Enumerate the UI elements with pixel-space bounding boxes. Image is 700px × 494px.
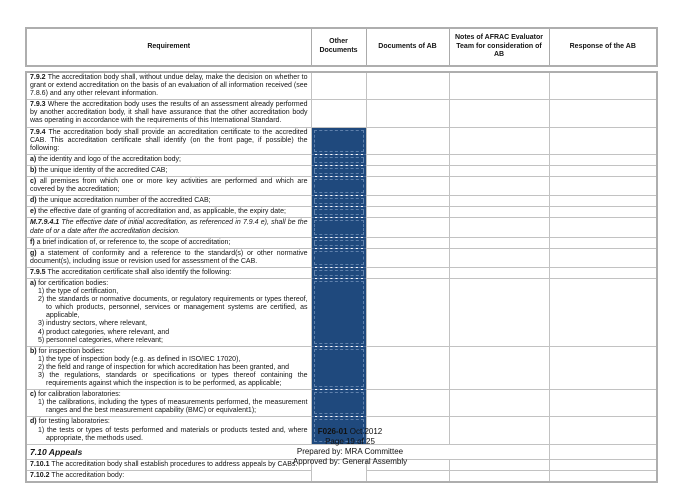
other-documents-cell[interactable]: [311, 196, 366, 207]
response-cell[interactable]: [549, 248, 657, 267]
other-documents-cell[interactable]: [311, 237, 366, 248]
table-row: [26, 248, 657, 267]
requirement-cell: [26, 165, 311, 176]
requirement-cell: [26, 346, 311, 389]
page-footer: [0, 427, 700, 467]
table-row: [26, 278, 657, 346]
requirement-cell: [26, 207, 311, 218]
notes-cell[interactable]: [449, 237, 549, 248]
filled-field-highlight: [314, 270, 364, 276]
requirement-text-line: 1) the calibrations, including the types of measurements performed, the measurement ranges and the best measurement capability (BMC) or equivalent1);: [38, 399, 308, 415]
requirement-cell: [26, 390, 311, 417]
table-row: [26, 207, 657, 218]
requirement-text-line: e) the effective date of granting of accreditation and, as applicable, the expiry date;: [30, 208, 286, 216]
requirement-text-line: 7.9.2 The accreditation body shall, without undue delay, make the decision on whether to grant or extend accreditation on the basis of an evaluation of all information received (see 7.8.6) and any other relevant information.: [30, 74, 308, 98]
requirement-text-line: d) the unique accreditation number of the accredited CAB;: [30, 197, 211, 205]
table-row: [26, 390, 657, 417]
requirement-cell: [26, 237, 311, 248]
response-cell[interactable]: [549, 72, 657, 100]
documents-of-ab-cell[interactable]: [366, 237, 449, 248]
notes-cell[interactable]: [449, 207, 549, 218]
column-header-other-documents: Other Documents: [311, 28, 366, 66]
notes-cell[interactable]: [449, 154, 549, 165]
body-rows: [26, 72, 657, 482]
requirement-text-line: b) the unique identity of the accredited CAB;: [30, 166, 168, 174]
documents-of-ab-cell[interactable]: [366, 177, 449, 196]
other-documents-cell[interactable]: [311, 390, 366, 417]
other-documents-cell[interactable]: [311, 72, 366, 100]
requirement-text-line: 7.9.5 The accreditation certificate shall also identify the following:: [30, 268, 232, 276]
documents-of-ab-cell[interactable]: [366, 470, 449, 482]
other-documents-cell[interactable]: [311, 267, 366, 278]
requirement-cell: [26, 72, 311, 100]
footer-page-number: Page 19 of 25: [325, 437, 375, 446]
filled-field-highlight: [314, 251, 364, 265]
header-row: [26, 28, 657, 66]
requirement-text-line: 1) the type of certification,: [38, 288, 119, 296]
table-row: [26, 165, 657, 176]
requirement-text-line: 1) the tests or types of tests performed and materials or products tested and, where appropriate, the methods used.: [38, 426, 308, 442]
filled-field-highlight: [314, 209, 364, 215]
table-header: [25, 27, 658, 67]
filled-field-highlight: [314, 179, 364, 193]
requirement-text-line: 1) the type of inspection body (e.g. as defined in ISO/IEC 17020),: [38, 355, 241, 363]
requirement-cell: [26, 154, 311, 165]
column-header-requirement: Requirement: [26, 28, 311, 66]
requirement-text-line: M.7.9.4.1 The effective date of initial accreditation, as referenced in 7.9.4 e), shall be the date of or a date after the accreditation decision.: [30, 219, 308, 235]
response-cell[interactable]: [549, 278, 657, 346]
table-row: [26, 218, 657, 237]
requirement-text-line: 2) the field and range of inspection for which accreditation has been granted, and: [38, 363, 289, 371]
filled-field-highlight: [314, 198, 364, 204]
notes-cell[interactable]: [449, 196, 549, 207]
documents-of-ab-cell[interactable]: [366, 196, 449, 207]
notes-cell[interactable]: [449, 470, 549, 482]
documents-of-ab-cell[interactable]: [366, 390, 449, 417]
requirement-cell: [26, 278, 311, 346]
requirement-text-line: 7.10.1 The accreditation body shall establish procedures to address appeals by CABs.: [30, 460, 298, 468]
footer-doc-date: Oct 2012: [347, 427, 383, 436]
requirement-text-line: 7.10 Appeals: [30, 446, 83, 457]
other-documents-cell[interactable]: [311, 278, 366, 346]
requirement-text-line: a) for certification bodies:: [30, 279, 109, 287]
response-cell[interactable]: [549, 154, 657, 165]
response-cell[interactable]: [549, 237, 657, 248]
filled-field-highlight: [314, 220, 364, 234]
table-row: [26, 154, 657, 165]
notes-cell[interactable]: [449, 100, 549, 127]
other-documents-cell[interactable]: [311, 218, 366, 237]
filled-field-highlight: [314, 281, 364, 344]
table-row: [26, 177, 657, 196]
filled-field-highlight: [314, 157, 364, 163]
filled-field-highlight: [314, 130, 364, 152]
table-row: [26, 346, 657, 389]
response-cell[interactable]: [549, 218, 657, 237]
other-documents-cell[interactable]: [311, 207, 366, 218]
requirement-cell: [26, 177, 311, 196]
requirement-text-line: d) for testing laboratories:: [30, 418, 110, 426]
table-row: [26, 196, 657, 207]
requirement-text-line: 7.9.4 The accreditation body shall provide an accreditation certificate to the accredited CAB. This accreditation certificate shall identify (on the front page, if possible) the following:: [30, 128, 308, 152]
documents-of-ab-cell[interactable]: [366, 218, 449, 237]
notes-cell[interactable]: [449, 127, 549, 154]
other-documents-cell[interactable]: [311, 346, 366, 389]
table-row: [26, 267, 657, 278]
requirement-cell: [26, 470, 311, 482]
requirement-text-line: c) for calibration laboratories:: [30, 391, 121, 399]
response-cell[interactable]: [549, 165, 657, 176]
requirement-cell: [26, 267, 311, 278]
notes-cell[interactable]: [449, 177, 549, 196]
documents-of-ab-cell[interactable]: [366, 72, 449, 100]
requirement-cell: [26, 127, 311, 154]
notes-cell[interactable]: [449, 72, 549, 100]
table-row: [26, 237, 657, 248]
requirement-text-line: 4) product categories, where relevant, and: [38, 328, 170, 336]
requirement-text-line: 2) the standards or normative documents, or regulatory requirements or types thereof, to which products, personnel, services or management systems are certified, as applicable,: [38, 296, 308, 320]
footer-doc-id: [0, 427, 700, 437]
column-header-documents-of-ab: Documents of AB: [366, 28, 449, 66]
requirement-cell: [26, 100, 311, 127]
notes-cell[interactable]: [449, 165, 549, 176]
accreditation-checklist-table: [25, 27, 657, 483]
response-cell[interactable]: [549, 470, 657, 482]
requirement-cell: [26, 248, 311, 267]
requirement-text-line: c) all premises from which one or more key activities are performed and which are covered by the accreditation;: [30, 178, 308, 194]
documents-of-ab-cell[interactable]: [366, 267, 449, 278]
documents-of-ab-cell[interactable]: [366, 248, 449, 267]
requirement-text-line: 3) the regulations, standards or specifications or types thereof containing the requirements against which the inspection is to be performed, as applicable;: [38, 372, 308, 388]
table-row: [26, 127, 657, 154]
notes-cell[interactable]: [449, 267, 549, 278]
notes-cell[interactable]: [449, 278, 549, 346]
footer-doc-code: F026-01: [317, 427, 348, 436]
notes-cell[interactable]: [449, 248, 549, 267]
other-documents-cell[interactable]: [311, 165, 366, 176]
table-body: [25, 71, 658, 483]
response-cell[interactable]: [549, 390, 657, 417]
response-cell[interactable]: [549, 207, 657, 218]
requirement-text-line: 3) industry sectors, where relevant,: [38, 320, 147, 328]
notes-cell[interactable]: [449, 346, 549, 389]
requirement-text-line: f) a brief indication of, or reference to, the scope of accreditation;: [30, 238, 231, 246]
response-cell[interactable]: [549, 177, 657, 196]
response-cell[interactable]: [549, 267, 657, 278]
filled-field-highlight: [314, 168, 364, 174]
filled-field-highlight: [314, 240, 364, 246]
column-header-notes-of-afrac: Notes of AFRAC Evaluator Team for consideration of AB: [449, 28, 549, 66]
other-documents-cell[interactable]: [311, 177, 366, 196]
requirement-text-line: g) a statement of conformity and a reference to the standard(s) or other normative document(s), including issue or revision used for assessment of the CAB.: [30, 249, 308, 265]
response-cell[interactable]: [549, 100, 657, 127]
requirement-cell: [26, 218, 311, 237]
requirement-text-line: a) the identity and logo of the accreditation body;: [30, 155, 181, 163]
requirement-cell: [26, 196, 311, 207]
requirement-text-line: 7.9.3 Where the accreditation body uses the results of an assessment already performed by another accreditation body, it shall have assurance that the other accreditation body was operating in accordance with the requirements of this International Standard.: [30, 101, 308, 125]
footer-prepared-by: Prepared by: MRA Committee: [296, 447, 404, 456]
documents-of-ab-cell[interactable]: [366, 207, 449, 218]
requirement-text-line: 7.10.2 The accreditation body:: [30, 471, 125, 479]
table-row: [26, 72, 657, 100]
filled-field-highlight: [314, 392, 364, 414]
other-documents-cell[interactable]: [311, 100, 366, 127]
documents-of-ab-cell[interactable]: [366, 100, 449, 127]
notes-cell[interactable]: [449, 390, 549, 417]
documents-of-ab-cell[interactable]: [366, 346, 449, 389]
other-documents-cell[interactable]: [311, 127, 366, 154]
column-header-response-of-ab: Response of the AB: [549, 28, 657, 66]
filled-field-highlight: [314, 349, 364, 387]
table-row: [26, 100, 657, 127]
requirement-text-line: 5) personnel categories, where relevant;: [38, 336, 163, 344]
documents-of-ab-cell[interactable]: [366, 165, 449, 176]
footer-approved-by: Approved by: General Assembly: [292, 457, 408, 466]
documents-of-ab-cell[interactable]: [366, 278, 449, 346]
other-documents-cell[interactable]: [311, 154, 366, 165]
notes-cell[interactable]: [449, 218, 549, 237]
response-cell[interactable]: [549, 127, 657, 154]
documents-of-ab-cell[interactable]: [366, 154, 449, 165]
other-documents-cell[interactable]: [311, 248, 366, 267]
response-cell[interactable]: [549, 196, 657, 207]
response-cell[interactable]: [549, 346, 657, 389]
documents-of-ab-cell[interactable]: [366, 127, 449, 154]
requirement-text-line: b) for inspection bodies:: [30, 347, 105, 355]
